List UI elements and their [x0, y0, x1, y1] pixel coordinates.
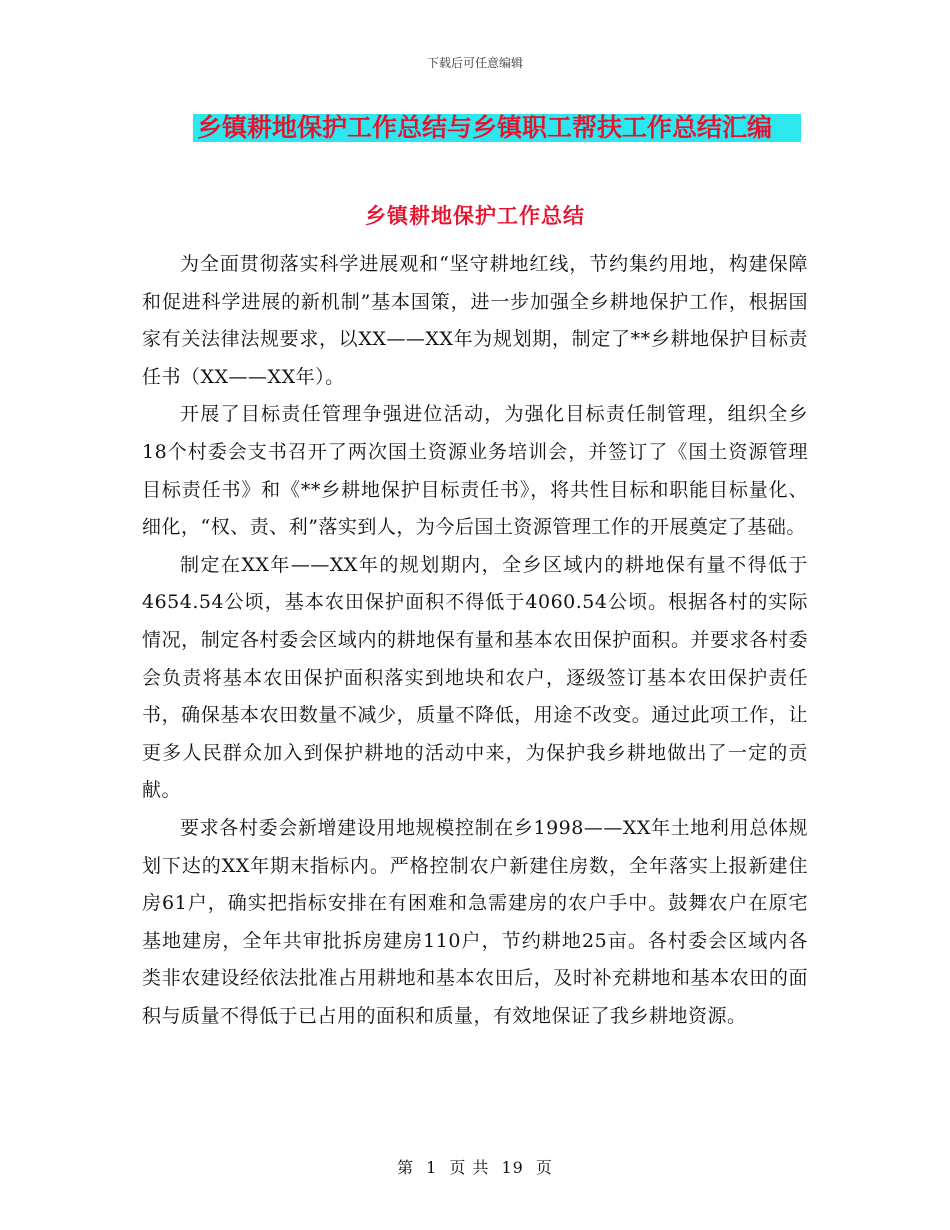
- footer-suffix: 页: [535, 1158, 553, 1177]
- footer-prefix: 第: [397, 1158, 415, 1177]
- document-title: 乡镇耕地保护工作总结与乡镇职工帮扶工作总结汇编: [197, 113, 773, 142]
- footer-middle: 页 共: [449, 1158, 490, 1177]
- page-footer: [0, 1155, 950, 1178]
- section-title: 乡镇耕地保护工作总结: [365, 203, 585, 228]
- footer-total-pages: 19: [501, 1158, 524, 1177]
- document-body: [142, 246, 808, 1035]
- header-note: 下载后可任意编辑: [426, 56, 523, 70]
- footer-page-number: 1: [426, 1158, 438, 1177]
- body-paragraph-4: 要求各村委会新增建设用地规模控制在乡1998——XX年土地利用总体规划下达的XX年期末指标内。严格控制农户新建住房数，全年落实上报新建住房61户，确实把指标安排在有困难和急需建房的农户手中。鼓舞农户在原宅基地建房，全年共审批拆房建房110户，节约耕地25亩。各村委会区域内各类非农建设经依法批准占用耕地和基本农田后，及时补充耕地和基本农田的面积与质量不得低于已占用的面积和质量，有效地保证了我乡耕地资源。: [142, 816, 808, 1027]
- body-paragraph-2: 开展了目标责任管理争强进位活动，为强化目标责任制管理，组织全乡18个村委会支书召开了两次国土资源业务培训会，并签订了《国土资源管理目标责任书》和《**乡耕地保护目标责任书》，将共性目标和职能目标量化、细化，“权、责、利”落实到人，为今后国土资源管理工作的开展奠定了基础。: [142, 403, 808, 539]
- body-paragraph-3: 制定在XX年——XX年的规划期内，全乡区域内的耕地保有量不得低于4654.54公顷，基本农田保护面积不得低于4060.54公顷。根据各村的实际情况，制定各村委会区域内的耕地保有量和基本农田保护面积。并要求各村委会负责将基本农田保护面积落实到地块和农户，逐级签订基本农田保护责任书，确保基本农田数量不减少，质量不降低，用途不改变。通过此项工作，让更多人民群众加入到保护耕地的活动中来，为保护我乡耕地做出了一定的贡献。: [142, 553, 808, 802]
- body-paragraph-1: 为全面贯彻落实科学进展观和“坚守耕地红线，节约集约用地，构建保障和促进科学进展的新机制”基本国策，进一步加强全乡耕地保护工作，根据国家有关法律法规要求，以XX——XX年为规划期，制定了**乡耕地保护目标责任书（XX——XX年）。: [142, 253, 808, 388]
